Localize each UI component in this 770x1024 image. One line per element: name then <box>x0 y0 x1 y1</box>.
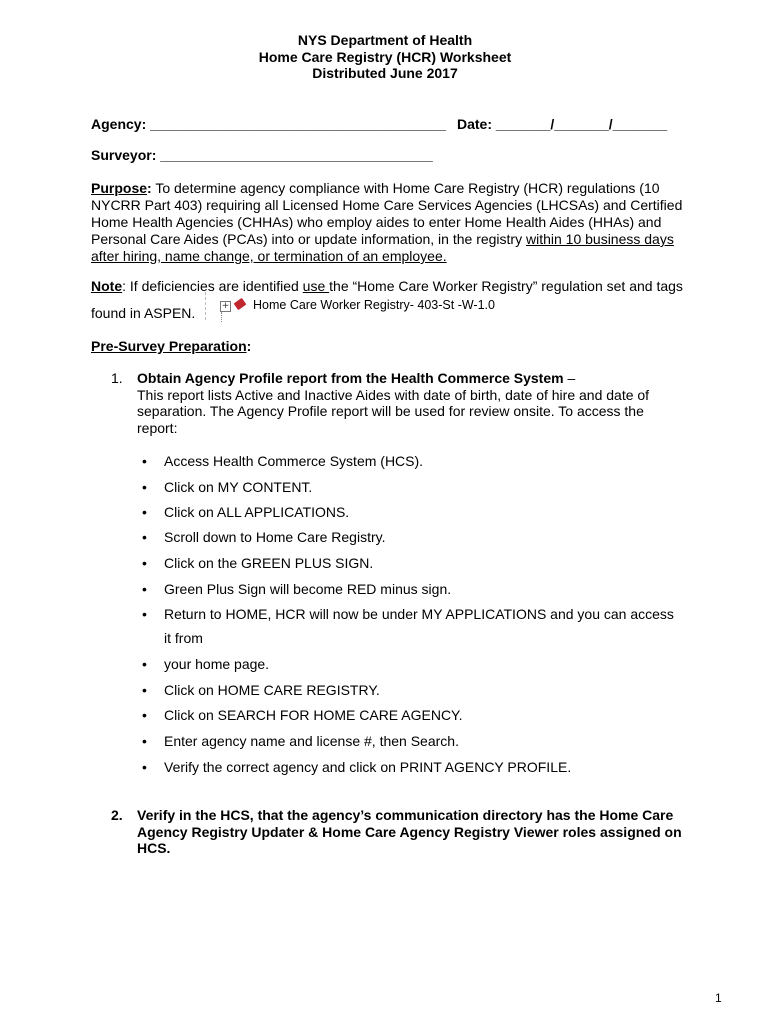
step-text: Click on MY CONTENT. <box>164 479 313 495</box>
tree-connector <box>221 312 222 322</box>
pre-survey-colon: : <box>246 338 252 354</box>
purpose-paragraph <box>91 180 691 265</box>
note-use: use <box>302 278 330 294</box>
bullet-icon: • <box>142 733 147 749</box>
step-text: your home page. <box>164 656 270 672</box>
item-1-content <box>137 370 667 436</box>
note-text-a: : If deficiencies are identified <box>122 278 303 294</box>
step-text: Enter agency name and license #, then Search. <box>164 733 459 749</box>
bullet-icon: • <box>142 606 147 622</box>
header-department: NYS Department of Health <box>297 32 473 48</box>
item-1-title: Obtain Agency Profile report from the Health Commerce System <box>137 370 564 386</box>
bullet-icon: • <box>142 453 147 469</box>
step-text: Scroll down to Home Care Registry. <box>164 529 386 545</box>
bullet-icon: • <box>142 479 147 495</box>
step-text: Verify the correct agency and click on PRINT AGENCY PROFILE. <box>164 759 572 775</box>
item-2-number: 2. <box>111 807 123 823</box>
step-continuation-text: it from <box>164 630 203 646</box>
step-text: Click on the GREEN PLUS SIGN. <box>164 555 374 571</box>
step-text: Click on SEARCH FOR HOME CARE AGENCY. <box>164 707 463 723</box>
page-number: 1 <box>715 991 722 1005</box>
note-text-b: the “Home Care Worker Registry” regulation set and tags <box>329 278 683 294</box>
aspen-regulation-reference <box>205 292 505 322</box>
agency-field: Agency: ______________________________________ <box>91 116 446 132</box>
step-text: Access Health Commerce System (HCS). <box>164 453 424 469</box>
purpose-colon: : <box>147 180 152 196</box>
bullet-icon: • <box>142 682 147 698</box>
step-text: Return to HOME, HCR will now be under MY APPLICATIONS and you can access <box>164 606 674 622</box>
item-2-text: Verify in the HCS, that the agency’s communication directory has the Home Care Agency Registry Updater & Home Care Agency Registry Viewer roles assigned on HCS. <box>137 807 682 856</box>
bullet-icon: • <box>142 759 147 775</box>
purpose-label: Purpose <box>91 180 148 196</box>
step-text: Click on ALL APPLICATIONS. <box>164 504 350 520</box>
note-line-2: found in ASPEN. <box>91 305 196 321</box>
date-field: Date: _______/_______/_______ <box>457 116 668 132</box>
step-text: Click on HOME CARE REGISTRY. <box>164 682 380 698</box>
pre-survey-heading <box>91 338 251 354</box>
tree-divider <box>205 292 206 320</box>
surveyor-field: Surveyor: ___________________________________ <box>91 147 433 163</box>
pre-survey-title: Pre-Survey Preparation <box>91 338 247 354</box>
purpose-text: To determine agency compliance with Home Care Registry (HCR) regulations (10 NYCRR Part 403) requiring all Licensed Home Care Services Agencies (LHCSAs) and Certified Home Health Agencies (CHHAs) who employ aides to enter Home Health Aides (HHAs) and Personal Care Aides (PCAs) into or update information, in the registry <box>91 180 683 247</box>
purpose-deadline: within 10 business days after hiring, name change, or termination of an employee. <box>91 231 674 264</box>
item-1-body: This report lists Active and Inactive Aides with date of birth, date of hire and date of separation. The Agency Profile report will be used for review onsite. To access the report: <box>137 386 650 436</box>
bullet-icon: • <box>142 707 147 723</box>
aspen-regulation-name: Home Care Worker Registry- 403-St -W-1.0 <box>253 298 495 312</box>
document-header <box>0 32 770 82</box>
bullet-icon: • <box>142 529 147 545</box>
header-distribution-date: Distributed June 2017 <box>312 65 458 81</box>
bullet-icon: • <box>142 504 147 520</box>
bullet-icon: • <box>142 555 147 571</box>
bullet-icon: • <box>142 581 147 597</box>
header-title: Home Care Registry (HCR) Worksheet <box>258 48 512 65</box>
item-1-dash: – <box>563 370 576 386</box>
step-text: Green Plus Sign will become RED minus sign. <box>164 581 452 597</box>
bullet-icon: • <box>142 656 147 672</box>
item-1-number: 1. <box>111 370 123 386</box>
note-label: Note <box>91 278 123 294</box>
expand-plus-icon[interactable]: + <box>221 301 230 311</box>
regulation-book-icon <box>234 298 247 310</box>
